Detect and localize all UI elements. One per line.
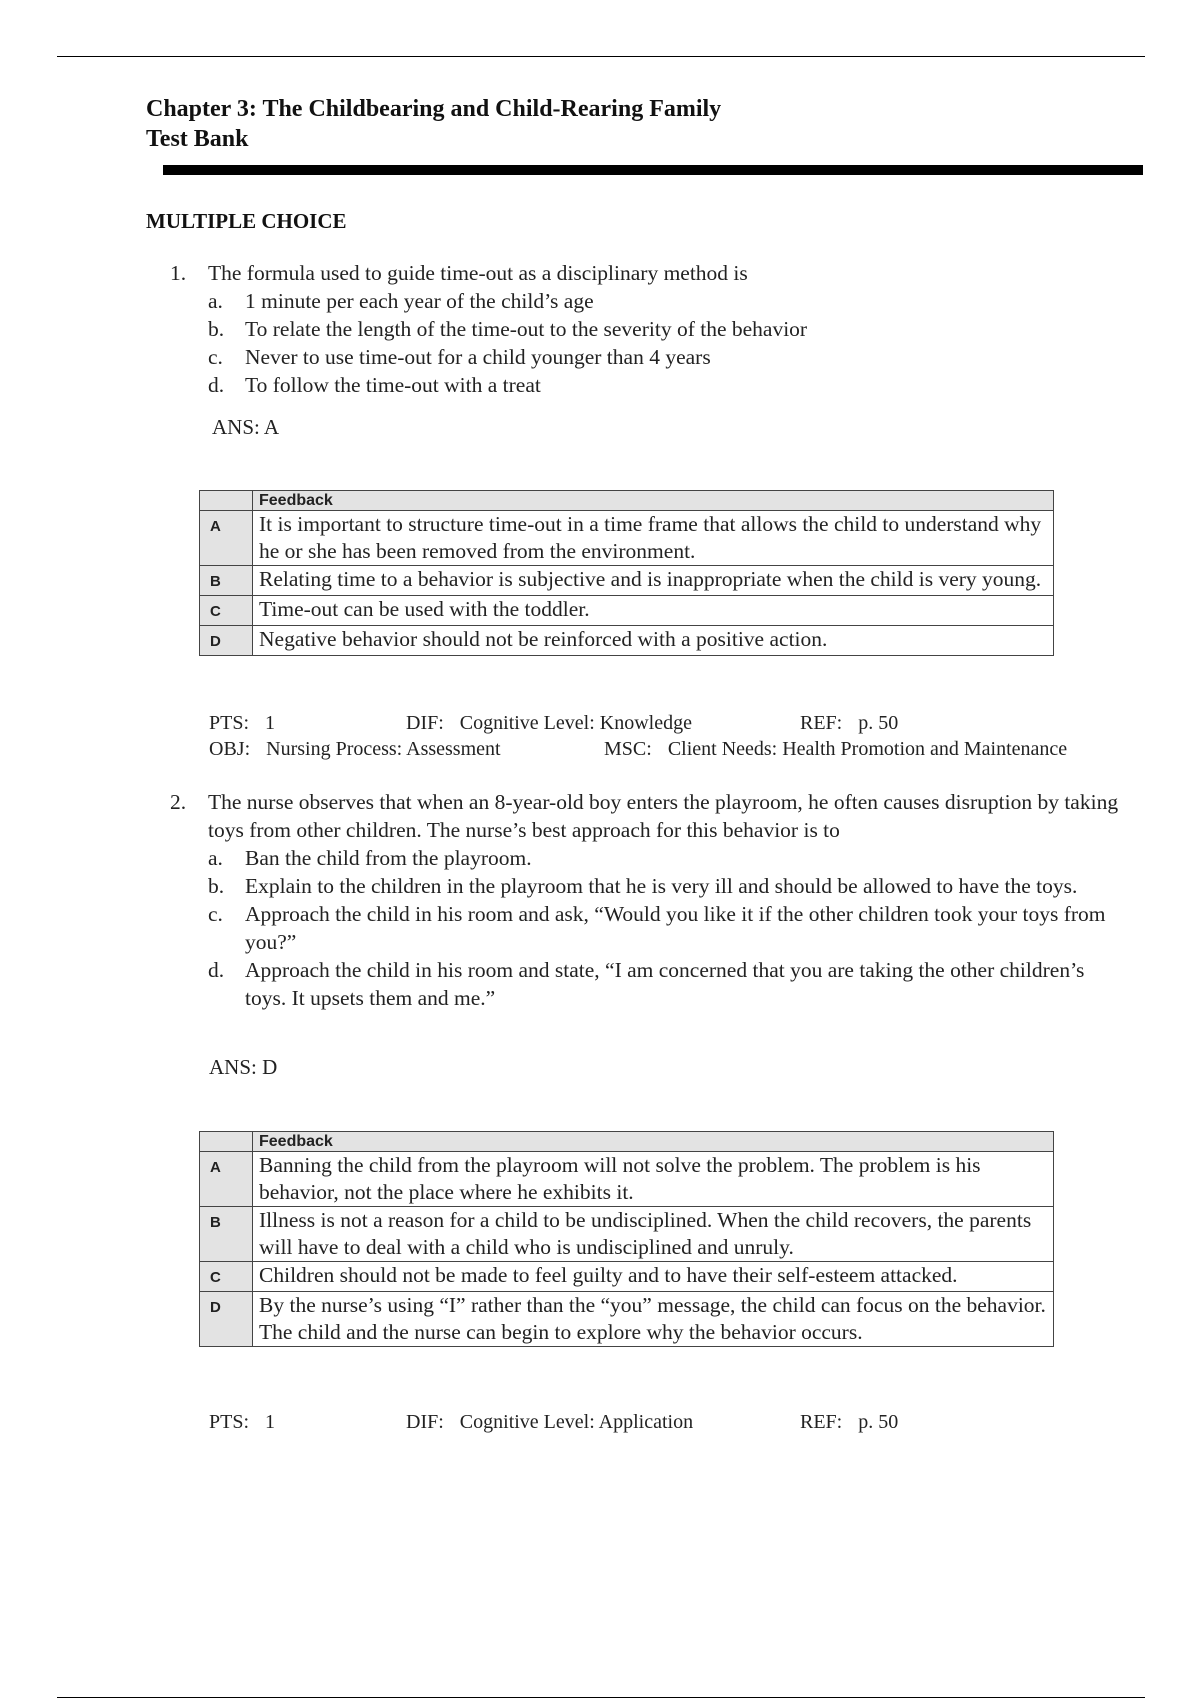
section-heading: MULTIPLE CHOICE (146, 209, 347, 233)
feedback-header: Feedback (253, 491, 1054, 511)
feedback-row: D By the nurse’s using “I” rather than the “you” message, the child can focus on the behavior. The child and the nurse can begin to explore why the behavior occurs. (200, 1292, 1054, 1347)
feedback-header-row (200, 1132, 1054, 1152)
feedback-row: B Relating time to a behavior is subjective and is inappropriate when the child is very young. (200, 566, 1054, 596)
option-d: d. To follow the time-out with a treat (208, 373, 541, 397)
meta-ref: REF: p. 50 (800, 1411, 899, 1433)
feedback-header: Feedback (253, 1132, 1054, 1152)
meta-pts: PTS: 1 (209, 712, 276, 734)
feedback-row: A Banning the child from the playroom will not solve the problem. The problem is his behavior, not the place where he exhibits it. (200, 1152, 1054, 1207)
meta-ref: REF: p. 50 (800, 712, 899, 734)
feedback-row: C Children should not be made to feel guilty and to have their self-esteem attacked. (200, 1262, 1054, 1292)
page-title (146, 94, 721, 154)
option-a: a. Ban the child from the playroom. (208, 846, 532, 870)
bottom-rule (57, 1697, 1145, 1698)
feedback-header-row (200, 491, 1054, 511)
feedback-row: C Time-out can be used with the toddler. (200, 596, 1054, 626)
feedback-row: B Illness is not a reason for a child to be undisciplined. When the child recovers, the parents will have to deal with a child who is undisciplined and unruly. (200, 1207, 1054, 1262)
question-2 (170, 788, 1130, 1012)
document-subtitle: Test Bank (146, 126, 249, 152)
meta-pts: PTS: 1 (209, 1411, 276, 1433)
question-1 (170, 259, 1130, 399)
answer-key-1: ANS: A (212, 415, 280, 439)
meta-dif: DIF: Cognitive Level: Knowledge (406, 712, 692, 734)
option-c: c. Never to use time-out for a child younger than 4 years (208, 345, 711, 369)
option-c: c. Approach the child in his room and ask, “Would you like it if the other children took your toys from you?” (208, 902, 1106, 954)
question-number: 2. (170, 790, 187, 814)
feedback-table-2 (199, 1131, 1054, 1347)
question-stem: The formula used to guide time-out as a disciplinary method is (208, 261, 748, 285)
answer-key-2: ANS: D (209, 1055, 278, 1079)
question-number: 1. (170, 261, 187, 285)
chapter-title: Chapter 3: The Childbearing and Child-Rearing Family (146, 96, 722, 122)
option-b: b. To relate the length of the time-out to the severity of the behavior (208, 317, 808, 341)
title-divider (163, 165, 1143, 175)
top-rule (57, 56, 1145, 57)
option-b: b. Explain to the children in the playroom that he is very ill and should be allowed to have the toys. (208, 874, 1078, 898)
option-d: d. Approach the child in his room and state, “I am concerned that you are taking the other children’s toys. It upsets them and me.” (208, 958, 1085, 1010)
feedback-table-1 (199, 490, 1054, 656)
meta-dif: DIF: Cognitive Level: Application (406, 1411, 694, 1433)
feedback-row: A It is important to structure time-out in a time frame that allows the child to understand why he or she has been removed from the environment. (200, 511, 1054, 566)
feedback-row: D Negative behavior should not be reinforced with a positive action. (200, 626, 1054, 656)
meta-obj: OBJ: Nursing Process: Assessment (209, 738, 501, 760)
question-stem: The nurse observes that when an 8-year-old boy enters the playroom, he often causes disruption by taking toys from other children. The nurse’s best approach for this behavior is to (208, 790, 1119, 842)
meta-msc: MSC: Client Needs: Health Promotion and Maintenance (604, 738, 1068, 760)
option-a: a. 1 minute per each year of the child’s age (208, 289, 594, 313)
